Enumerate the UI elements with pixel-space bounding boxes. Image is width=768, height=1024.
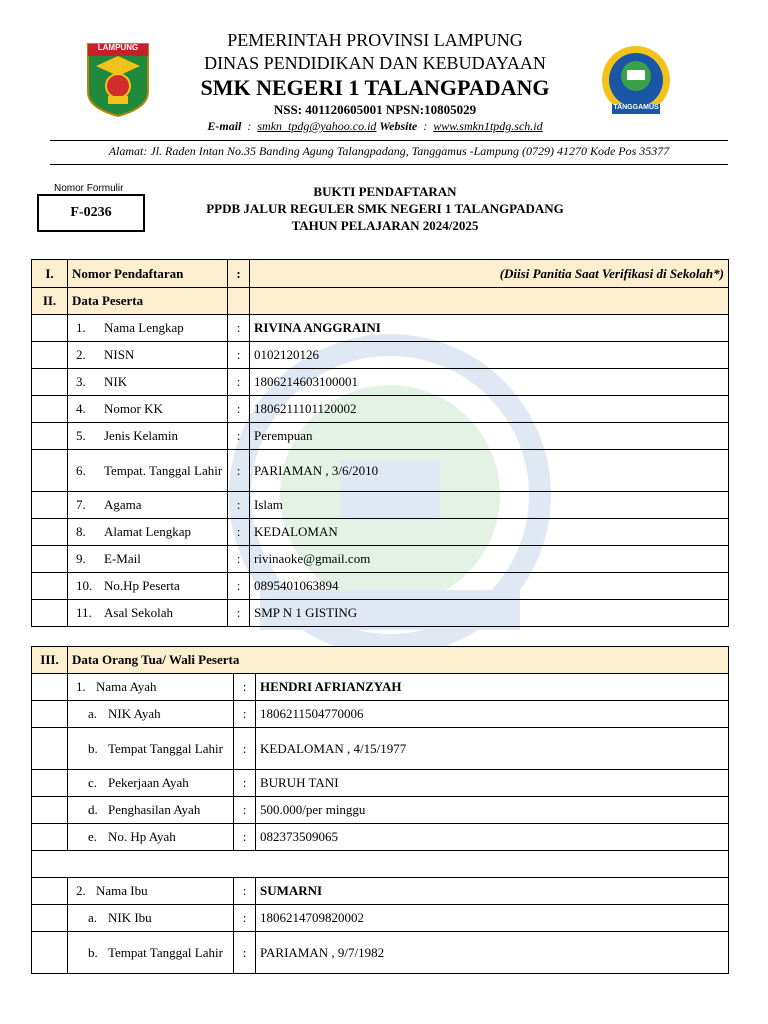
table-row: [32, 369, 729, 396]
parent-table: [31, 646, 729, 974]
row-number: 1.: [76, 679, 86, 694]
table-row: [32, 932, 729, 974]
title-line-1: BUKTI PENDAFTARAN: [313, 184, 457, 199]
school-origin-value: SMP N 1 GISTING: [250, 600, 729, 627]
row-label: Asal Sekolah: [104, 605, 173, 620]
table-row: [32, 315, 729, 342]
divider-top: [50, 140, 728, 141]
row-number: 11.: [76, 605, 92, 620]
colon: :: [234, 905, 256, 932]
row-label: Tempat. Tanggal Lahir: [104, 462, 223, 478]
address: Alamat: Jl. Raden Intan No.35 Banding Agung Talangpadang, Tanggamus -Lampung (0729) 41270 Kode Pos 35377: [108, 144, 670, 158]
colon: :: [228, 315, 250, 342]
gender-value: Perempuan: [250, 423, 729, 450]
row-label: No. Hp Ayah: [108, 829, 176, 844]
lampung-logo: [86, 42, 150, 118]
row-label: NIK: [104, 374, 128, 389]
colon: :: [228, 573, 250, 600]
title-line-3: TAHUN PELAJARAN 2024/2025: [291, 218, 479, 233]
table-row: [32, 450, 729, 492]
colon: :: [234, 824, 256, 851]
empty-cell: [32, 770, 68, 797]
email-link[interactable]: smkn_tpdg@yahoo.co.id: [257, 119, 377, 133]
website-label: Website: [379, 119, 418, 133]
empty-cell: [32, 728, 68, 770]
row-label: NIK Ibu: [108, 910, 152, 925]
form-number-value: F-0236: [70, 205, 112, 220]
table-row: [32, 600, 729, 627]
nik-value: 1806214603100001: [250, 369, 729, 396]
row-number: c.: [88, 775, 98, 790]
row-label: Pekerjaan Ayah: [108, 775, 189, 790]
row-label: Jenis Kelamin: [104, 428, 179, 443]
colon: :: [234, 770, 256, 797]
form-number-box: [37, 194, 145, 232]
empty-cell: [32, 824, 68, 851]
empty-cell: [32, 701, 68, 728]
empty-cell: [32, 932, 68, 974]
full-name-value: RIVINA ANGGRAINI: [250, 315, 729, 342]
father-job-value: BURUH TANI: [256, 770, 729, 797]
row-number: 1.: [76, 320, 86, 335]
row-number: b.: [88, 740, 98, 756]
empty-cell: [32, 546, 68, 573]
colon: :: [234, 701, 256, 728]
table-row: [32, 423, 729, 450]
religion-value: Islam: [250, 492, 729, 519]
row-number: 9.: [76, 551, 86, 566]
school-name: SMK NEGERI 1 TALANGPADANG: [200, 75, 550, 100]
table-row: [32, 701, 729, 728]
kop-line-2: DINAS PENDIDIKAN DAN KEBUDAYAAN: [204, 53, 546, 73]
section-1-row: [32, 260, 729, 288]
address-value: KEDALOMAN: [250, 519, 729, 546]
colon: :: [228, 260, 250, 288]
colon: :: [228, 519, 250, 546]
empty-cell: [32, 396, 68, 423]
mother-birth-value: PARIAMAN , 9/7/1982: [256, 932, 729, 974]
father-income-value: 500.000/per minggu: [256, 797, 729, 824]
mother-nik-value: 1806214709820002: [256, 905, 729, 932]
lampung-logo-text: LAMPUNG: [97, 43, 139, 52]
section-1-label: Nomor Pendaftaran: [68, 260, 228, 288]
colon: :: [234, 728, 256, 770]
father-phone-value: 082373509065: [256, 824, 729, 851]
divider-bottom: [50, 164, 728, 165]
kop-line-1: PEMERINTAH PROVINSI LAMPUNG: [227, 30, 523, 50]
table-row: [32, 396, 729, 423]
colon: :: [234, 797, 256, 824]
empty-cell: [32, 315, 68, 342]
empty-cell: [32, 797, 68, 824]
mother-name-value: SUMARNI: [256, 878, 729, 905]
title-line-2: PPDB JALUR REGULER SMK NEGERI 1 TALANGPADANG: [206, 201, 564, 216]
empty-cell: [32, 878, 68, 905]
spacer-row: [32, 851, 729, 878]
colon: :: [234, 878, 256, 905]
colon: :: [228, 492, 250, 519]
empty-cell: [228, 288, 250, 315]
empty-cell: [32, 573, 68, 600]
table-row: [32, 674, 729, 701]
row-number: b.: [88, 944, 98, 960]
row-number: 2.: [76, 883, 86, 898]
row-number: 5.: [76, 428, 86, 443]
table-row: [32, 342, 729, 369]
empty-cell: [32, 851, 729, 878]
colon: :: [228, 396, 250, 423]
row-label: Nomor KK: [104, 401, 163, 416]
tanggamus-logo-text: TANGGAMUS: [613, 104, 659, 111]
email-label: E-mail: [207, 119, 242, 133]
row-label: NIK Ayah: [108, 706, 161, 721]
row-number: 3.: [76, 374, 86, 389]
section-2-number: II.: [32, 288, 68, 315]
row-number: 6.: [76, 462, 86, 478]
section-1-number: I.: [32, 260, 68, 288]
colon: :: [228, 600, 250, 627]
row-label: Nama Ayah: [96, 679, 157, 694]
tanggamus-logo: [594, 44, 678, 120]
table-row: [32, 519, 729, 546]
email-value: rivinaoke@gmail.com: [250, 546, 729, 573]
form-number-label: Nomor Formulir: [54, 183, 124, 194]
empty-cell: [32, 600, 68, 627]
empty-cell: [250, 288, 729, 315]
empty-cell: [32, 674, 68, 701]
empty-cell: [32, 423, 68, 450]
section-3-row: [32, 647, 729, 674]
row-number: 2.: [76, 347, 86, 362]
colon: :: [228, 423, 250, 450]
empty-cell: [32, 519, 68, 546]
row-number: 8.: [76, 524, 86, 539]
table-row: [32, 546, 729, 573]
empty-cell: [32, 450, 68, 492]
phone-value: 0895401063894: [250, 573, 729, 600]
row-number: a.: [88, 706, 98, 721]
kk-value: 1806211101120002: [250, 396, 729, 423]
father-nik-value: 1806211504770006: [256, 701, 729, 728]
row-number: 4.: [76, 401, 86, 416]
row-label: Tempat Tanggal Lahir: [108, 944, 223, 960]
colon: :: [234, 932, 256, 974]
section-3-label: Data Orang Tua/ Wali Peserta: [68, 647, 729, 674]
table-row: [32, 492, 729, 519]
row-number: a.: [88, 910, 98, 925]
nisn-value: 0102120126: [250, 342, 729, 369]
participant-table: [31, 259, 729, 627]
table-row: [32, 573, 729, 600]
row-number: 7.: [76, 497, 86, 512]
empty-cell: [32, 905, 68, 932]
website-link[interactable]: www.smkn1tpdg.sch.id: [433, 119, 543, 133]
birth-value: PARIAMAN , 3/6/2010: [250, 450, 729, 492]
row-number: d.: [88, 802, 98, 817]
row-label: Nama Lengkap: [104, 320, 184, 335]
colon: :: [228, 342, 250, 369]
section-3-number: III.: [32, 647, 68, 674]
row-label: Tempat Tanggal Lahir: [108, 740, 223, 756]
section-2-label: Data Peserta: [68, 288, 228, 315]
table-row: [32, 824, 729, 851]
table-row: [32, 728, 729, 770]
table-row: [32, 770, 729, 797]
registration-number-note: (Diisi Panitia Saat Verifikasi di Sekolah*): [250, 260, 729, 288]
row-label: NISN: [104, 347, 135, 362]
father-name-value: HENDRI AFRIANZYAH: [256, 674, 729, 701]
colon: :: [234, 674, 256, 701]
father-birth-value: KEDALOMAN , 4/15/1977: [256, 728, 729, 770]
row-label: No.Hp Peserta: [104, 578, 180, 593]
table-row: [32, 905, 729, 932]
row-label: Nama Ibu: [96, 883, 148, 898]
colon: :: [228, 369, 250, 396]
row-label: E-Mail: [104, 551, 141, 566]
row-label: Alamat Lengkap: [104, 524, 191, 539]
table-row: [32, 797, 729, 824]
empty-cell: [32, 492, 68, 519]
contact-line: E-mail : smkn_tpdg@yahoo.co.id Website : www.smkn1tpdg.sch.id: [207, 119, 543, 133]
row-number: e.: [88, 829, 98, 844]
row-number: 10.: [76, 578, 93, 593]
empty-cell: [32, 342, 68, 369]
empty-cell: [32, 369, 68, 396]
section-2-row: [32, 288, 729, 315]
row-label: Penghasilan Ayah: [108, 802, 201, 817]
table-row: [32, 878, 729, 905]
nss-npsn: NSS: 401120605001 NPSN:10805029: [273, 102, 477, 117]
colon: :: [228, 546, 250, 573]
row-label: Agama: [104, 497, 142, 512]
colon: :: [228, 450, 250, 492]
